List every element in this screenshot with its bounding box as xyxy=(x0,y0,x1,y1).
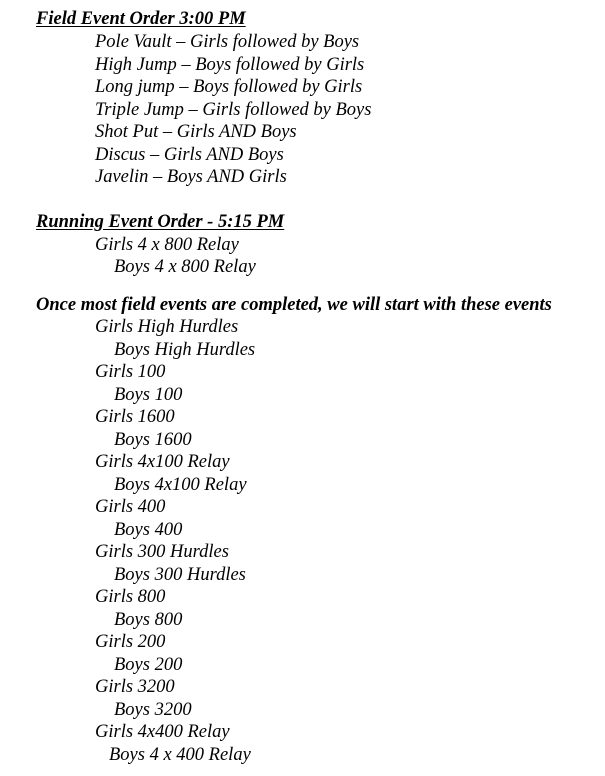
later-event-item: Girls 800 xyxy=(95,587,166,607)
running-event-item: Boys 4 x 800 Relay xyxy=(114,257,256,277)
later-event-item: Boys 100 xyxy=(114,385,183,405)
later-event-item: Boys 300 Hurdles xyxy=(114,565,246,585)
later-event-item: Girls 4x100 Relay xyxy=(95,452,230,472)
later-event-item: Girls 4x400 Relay xyxy=(95,722,230,742)
field-event-item: Discus – Girls AND Boys xyxy=(95,145,284,165)
later-event-item: Boys 200 xyxy=(114,655,183,675)
field-event-item: Pole Vault – Girls followed by Boys xyxy=(95,32,360,52)
later-event-item: Girls 1600 xyxy=(95,407,175,427)
running-event-heading: Running Event Order - 5:15 PM xyxy=(36,212,285,232)
later-event-item: Girls High Hurdles xyxy=(95,317,239,337)
later-event-item: Boys High Hurdles xyxy=(114,340,256,360)
field-event-item: Shot Put – Girls AND Boys xyxy=(95,122,297,142)
field-event-item: Javelin – Boys AND Girls xyxy=(95,167,287,187)
later-event-item: Boys 800 xyxy=(114,610,183,630)
later-event-item: Boys 4x100 Relay xyxy=(114,475,247,495)
later-event-item: Girls 300 Hurdles xyxy=(95,542,229,562)
later-event-item: Boys 400 xyxy=(114,520,183,540)
later-event-item: Boys 3200 xyxy=(114,700,192,720)
field-event-item: High Jump – Boys followed by Girls xyxy=(95,55,365,75)
later-event-item: Girls 3200 xyxy=(95,677,175,697)
later-event-item: Girls 200 xyxy=(95,632,166,652)
field-event-item: Triple Jump – Girls followed by Boys xyxy=(95,100,372,120)
later-events-note: Once most field events are completed, we will start with these events xyxy=(36,295,552,315)
later-event-item: Boys 1600 xyxy=(114,430,192,450)
later-event-item: Boys 4 x 400 Relay xyxy=(109,745,251,765)
field-event-heading: Field Event Order 3:00 PM xyxy=(36,9,246,29)
later-event-item: Girls 100 xyxy=(95,362,166,382)
later-event-item: Girls 400 xyxy=(95,497,166,517)
running-event-item: Girls 4 x 800 Relay xyxy=(95,235,239,255)
field-event-item: Long jump – Boys followed by Girls xyxy=(95,77,363,97)
